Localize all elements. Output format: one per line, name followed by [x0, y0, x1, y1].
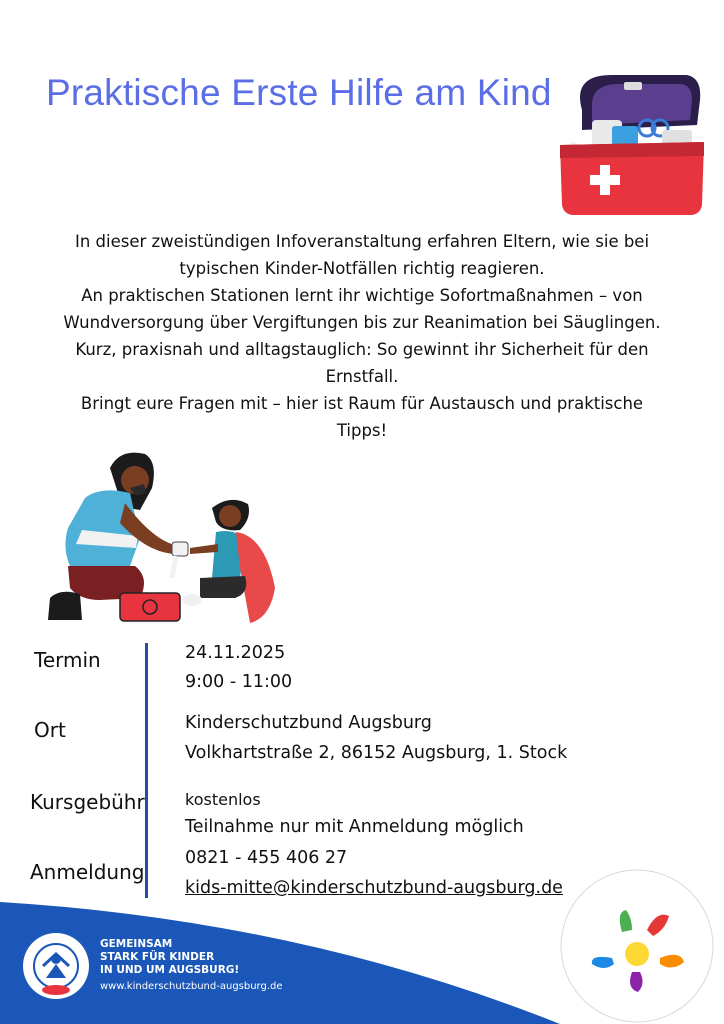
- page-title: Praktische Erste Hilfe am Kind: [46, 72, 552, 113]
- first-aid-illustration: [40, 448, 290, 628]
- kinderschutzbund-logo: [22, 932, 90, 1000]
- intro-line: An praktischen Stationen lernt ihr wichtige Sofortmaßnahmen – von: [81, 286, 643, 305]
- footer-line: GEMEINSAM: [100, 938, 173, 950]
- email-link[interactable]: kids-mitte@kinderschutzbund-augsburg.de: [185, 878, 563, 898]
- intro-line: Ernstfall.: [325, 367, 399, 386]
- intro-line: Tipps!: [336, 421, 388, 440]
- intro-line: Kurz, praxisnah und alltagstauglich: So gewinnt ihr Sicherheit für den: [75, 340, 649, 359]
- intro-line: typischen Kinder-Notfällen richtig reagieren.: [179, 259, 545, 278]
- footer-url-link[interactable]: www.kinderschutzbund-augsburg.de: [100, 981, 283, 992]
- footer-line: STARK FÜR KINDER: [100, 951, 215, 963]
- intro-text: [0, 228, 724, 444]
- ort-name: Kinderschutzbund Augsburg: [185, 713, 432, 733]
- intro-line: Wundversorgung über Vergiftungen bis zur Reanimation bei Säuglingen.: [63, 313, 661, 332]
- intro-line: In dieser zweistündigen Infoveranstaltung erfahren Eltern, wie sie bei: [74, 232, 650, 251]
- termin-date: 24.11.2025: [185, 643, 286, 663]
- ort-label: Ort: [34, 718, 66, 742]
- footer-line: IN UND UM AUGSBURG!: [100, 964, 240, 976]
- termin-label: Termin: [34, 648, 101, 672]
- footer-slogan: [100, 938, 239, 977]
- vertical-divider: [145, 643, 148, 898]
- anmeldung-label: Anmeldung: [30, 860, 145, 884]
- ort-address: Volkhartstraße 2, 86152 Augsburg, 1. Stock: [185, 743, 568, 763]
- gebuehr-value: kostenlos: [185, 790, 261, 809]
- gebuehr-note: Teilnahme nur mit Anmeldung möglich: [185, 817, 524, 837]
- termin-time: 9:00 - 11:00: [185, 672, 293, 692]
- intro-line: Bringt eure Fragen mit – hier ist Raum für Austausch und praktische: [80, 394, 644, 413]
- anmeldung-phone: 0821 - 455 406 27: [185, 848, 348, 868]
- first-aid-kit-icon: [552, 70, 712, 220]
- gebuehr-label: Kursgebühr: [30, 790, 145, 814]
- familienstuetzpunkt-badge: [552, 862, 722, 1024]
